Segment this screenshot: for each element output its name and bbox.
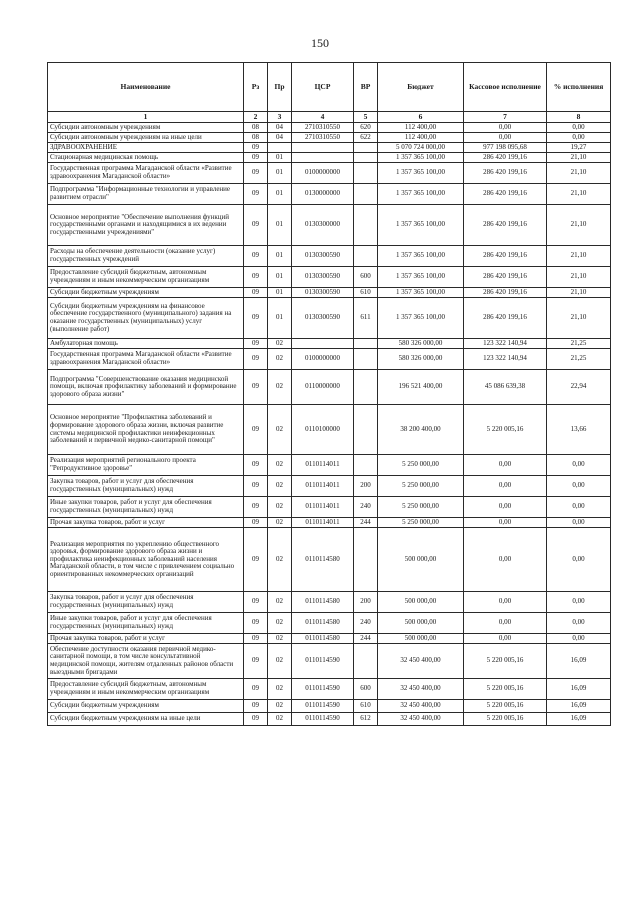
row-pct: 0,00: [547, 634, 611, 644]
row-rz: 09: [244, 592, 268, 613]
row-pct: 13,66: [547, 405, 611, 455]
column-number: 5: [354, 112, 378, 123]
row-csr: 0130300590: [292, 246, 354, 267]
row-pr: 01: [268, 184, 292, 205]
table-row: [48, 644, 611, 679]
row-pr: [268, 143, 292, 153]
row-pct: 0,00: [547, 455, 611, 476]
table-row: [48, 405, 611, 455]
row-vr: [354, 644, 378, 679]
table-header-row: [48, 63, 611, 112]
row-rz: 09: [244, 143, 268, 153]
table-row: [48, 133, 611, 143]
row-name: Субсидии бюджетным учреждениям: [48, 700, 244, 713]
table-row: [48, 339, 611, 349]
row-pr: 01: [268, 288, 292, 298]
row-pr: 01: [268, 153, 292, 163]
row-pr: 01: [268, 205, 292, 246]
row-pr: 02: [268, 405, 292, 455]
row-vr: 611: [354, 298, 378, 339]
row-pr: 02: [268, 370, 292, 405]
row-cash: 0,00: [464, 613, 547, 634]
row-vr: 200: [354, 592, 378, 613]
row-csr: 0100000000: [292, 349, 354, 370]
table-row: [48, 476, 611, 497]
row-vr: [354, 339, 378, 349]
table-row: [48, 143, 611, 153]
row-vr: 612: [354, 713, 378, 726]
row-rz: 09: [244, 613, 268, 634]
row-rz: 09: [244, 518, 268, 528]
row-csr: 0130300590: [292, 288, 354, 298]
row-csr: 0110000000: [292, 370, 354, 405]
row-name: Субсидии бюджетным учреждениям на иные цели: [48, 713, 244, 726]
row-pr: 02: [268, 339, 292, 349]
table-row: [48, 528, 611, 592]
table-row: [48, 592, 611, 613]
row-name: Основное мероприятие "Обеспечение выполнения функций государственными органами и находящимися в их ведении государственными учреждениями": [48, 205, 244, 246]
row-csr: 0110114590: [292, 644, 354, 679]
row-vr: [354, 143, 378, 153]
table-row: [48, 246, 611, 267]
row-cash: 5 220 005,16: [464, 700, 547, 713]
row-budget: 500 000,00: [378, 528, 464, 592]
row-name: Подпрограмма "Совершенствование оказания медицинской помощи, включая профилактику заболеваний и формирование здорового образа жизни": [48, 370, 244, 405]
row-cash: 286 420 199,16: [464, 163, 547, 184]
row-vr: [354, 528, 378, 592]
row-pct: 0,00: [547, 476, 611, 497]
header-csr: ЦСР: [292, 63, 354, 112]
row-budget: 112 400,00: [378, 133, 464, 143]
header-budget: Бюджет: [378, 63, 464, 112]
row-csr: 0110114590: [292, 700, 354, 713]
column-number: 3: [268, 112, 292, 123]
table-body: [48, 123, 611, 726]
row-name: Реализация мероприятий регионального проекта "Репродуктивное здоровье": [48, 455, 244, 476]
row-budget: 5 250 000,00: [378, 455, 464, 476]
row-csr: 0110114580: [292, 528, 354, 592]
table-row: [48, 613, 611, 634]
row-csr: [292, 339, 354, 349]
row-csr: [292, 153, 354, 163]
row-vr: 610: [354, 288, 378, 298]
row-pr: 04: [268, 133, 292, 143]
row-budget: 5 070 724 000,00: [378, 143, 464, 153]
row-budget: 32 450 400,00: [378, 644, 464, 679]
row-pct: 16,09: [547, 700, 611, 713]
table-row: [48, 349, 611, 370]
row-vr: 600: [354, 679, 378, 700]
row-rz: 09: [244, 370, 268, 405]
table-row: [48, 123, 611, 133]
row-cash: 286 420 199,16: [464, 288, 547, 298]
row-pct: 21,10: [547, 298, 611, 339]
row-vr: 244: [354, 518, 378, 528]
row-name: Иные закупки товаров, работ и услуг для обеспечения государственных (муниципальных) нужд: [48, 497, 244, 518]
row-vr: [354, 349, 378, 370]
row-rz: 09: [244, 476, 268, 497]
row-cash: 0,00: [464, 476, 547, 497]
row-csr: 0110114590: [292, 679, 354, 700]
row-name: Предоставление субсидий бюджетным, автономным учреждениям и иным некоммерческим организациям: [48, 679, 244, 700]
row-vr: 610: [354, 700, 378, 713]
row-pr: 02: [268, 455, 292, 476]
row-vr: 200: [354, 476, 378, 497]
row-rz: 09: [244, 349, 268, 370]
row-rz: 09: [244, 644, 268, 679]
row-csr: 2710310550: [292, 123, 354, 133]
row-budget: 580 326 000,00: [378, 339, 464, 349]
column-number: 7: [464, 112, 547, 123]
row-pct: 21,10: [547, 246, 611, 267]
table-row: [48, 184, 611, 205]
row-pct: 21,10: [547, 267, 611, 288]
table-row: [48, 370, 611, 405]
row-cash: 5 220 005,16: [464, 405, 547, 455]
row-csr: 0110114580: [292, 634, 354, 644]
row-budget: 5 250 000,00: [378, 497, 464, 518]
row-cash: 0,00: [464, 634, 547, 644]
row-name: Субсидии бюджетным учреждениям на финансовое обеспечение государственного (муниципального) задания на оказание государственных (муниципальных) услуг (выполнение работ): [48, 298, 244, 339]
row-csr: 0130300590: [292, 267, 354, 288]
row-pct: 0,00: [547, 592, 611, 613]
row-cash: 5 220 005,16: [464, 679, 547, 700]
row-rz: 09: [244, 713, 268, 726]
row-csr: 0110114011: [292, 455, 354, 476]
row-csr: [292, 143, 354, 153]
table-row: [48, 205, 611, 246]
row-rz: 09: [244, 497, 268, 518]
table-row: [48, 700, 611, 713]
row-pct: 21,25: [547, 339, 611, 349]
row-rz: 09: [244, 405, 268, 455]
row-vr: [354, 455, 378, 476]
row-name: Подпрограмма "Информационные технологии и управление развитием отрасли": [48, 184, 244, 205]
header-name: Наименование: [48, 63, 244, 112]
row-csr: 0130300590: [292, 298, 354, 339]
row-name: Обеспечение доступности оказания первичной медико-санитарной помощи, в том числе консультативной медицинской помощи, жителям отдаленных районов области выездными бригадами: [48, 644, 244, 679]
row-pr: 02: [268, 700, 292, 713]
column-number: 1: [48, 112, 244, 123]
row-pct: 0,00: [547, 497, 611, 518]
table-row: [48, 163, 611, 184]
column-number: 4: [292, 112, 354, 123]
row-name: Реализация мероприятия по укреплению общественного здоровья, формирование здорового образа жизни и профилактика неинфекционных заболеваний населения Магаданской области, в том числе с привлечением социально ориентированных некоммерческих организаций: [48, 528, 244, 592]
row-cash: 5 220 005,16: [464, 644, 547, 679]
table-row: [48, 153, 611, 163]
row-cash: 0,00: [464, 455, 547, 476]
row-vr: [354, 205, 378, 246]
header-pct: % исполнения: [547, 63, 611, 112]
row-rz: 09: [244, 163, 268, 184]
row-pct: 21,25: [547, 349, 611, 370]
row-name: Расходы на обеспечение деятельности (оказание услуг) государственных учреждений: [48, 246, 244, 267]
row-pr: 02: [268, 518, 292, 528]
row-rz: 09: [244, 634, 268, 644]
row-csr: 0110100000: [292, 405, 354, 455]
row-name: Закупка товаров, работ и услуг для обеспечения государственных (муниципальных) нужд: [48, 592, 244, 613]
row-cash: 286 420 199,16: [464, 298, 547, 339]
row-name: Стационарная медицинская помощь: [48, 153, 244, 163]
row-csr: 0110114580: [292, 613, 354, 634]
row-cash: 0,00: [464, 497, 547, 518]
row-pct: 21,10: [547, 205, 611, 246]
column-number-row: [48, 112, 611, 123]
row-csr: 0110114011: [292, 497, 354, 518]
row-cash: 286 420 199,16: [464, 205, 547, 246]
row-budget: 1 357 365 100,00: [378, 267, 464, 288]
row-cash: 123 322 140,94: [464, 349, 547, 370]
header-cash: Кассовое исполнение: [464, 63, 547, 112]
row-pr: 01: [268, 267, 292, 288]
row-pct: 22,94: [547, 370, 611, 405]
row-vr: [354, 184, 378, 205]
row-pr: 01: [268, 246, 292, 267]
table-row: [48, 298, 611, 339]
row-name: Прочая закупка товаров, работ и услуг: [48, 518, 244, 528]
row-budget: 1 357 365 100,00: [378, 184, 464, 205]
row-pr: 02: [268, 613, 292, 634]
row-budget: 196 521 400,00: [378, 370, 464, 405]
row-pr: 02: [268, 713, 292, 726]
table-row: [48, 288, 611, 298]
row-vr: 240: [354, 613, 378, 634]
row-csr: 0130000000: [292, 184, 354, 205]
row-rz: 09: [244, 455, 268, 476]
column-number: 6: [378, 112, 464, 123]
row-csr: 0110114590: [292, 713, 354, 726]
table-row: [48, 713, 611, 726]
row-vr: [354, 163, 378, 184]
row-vr: [354, 246, 378, 267]
row-csr: 0110114011: [292, 476, 354, 497]
row-name: Государственная программа Магаданской области «Развитие здравоохранения Магаданской области»: [48, 163, 244, 184]
row-rz: 09: [244, 339, 268, 349]
row-name: Субсидии бюджетным учреждениям: [48, 288, 244, 298]
row-vr: [354, 153, 378, 163]
row-name: ЗДРАВООХРАНЕНИЕ: [48, 143, 244, 153]
row-name: Предоставление субсидий бюджетным, автономным учреждениям и иным некоммерческим организациям: [48, 267, 244, 288]
row-budget: 500 000,00: [378, 613, 464, 634]
row-pct: 0,00: [547, 528, 611, 592]
row-cash: 5 220 005,16: [464, 713, 547, 726]
row-csr: 0100000000: [292, 163, 354, 184]
table-row: [48, 679, 611, 700]
row-cash: 0,00: [464, 518, 547, 528]
header-pr: Пр: [268, 63, 292, 112]
row-rz: 09: [244, 288, 268, 298]
row-rz: 09: [244, 184, 268, 205]
row-budget: 580 326 000,00: [378, 349, 464, 370]
row-budget: 1 357 365 100,00: [378, 246, 464, 267]
row-pct: 21,10: [547, 153, 611, 163]
row-budget: 1 357 365 100,00: [378, 298, 464, 339]
row-cash: 123 322 140,94: [464, 339, 547, 349]
row-pr: 02: [268, 476, 292, 497]
header-rz: Рз: [244, 63, 268, 112]
row-vr: 622: [354, 133, 378, 143]
row-pr: 02: [268, 592, 292, 613]
row-pct: 21,10: [547, 163, 611, 184]
row-pr: 02: [268, 644, 292, 679]
row-pct: 0,00: [547, 613, 611, 634]
row-vr: 244: [354, 634, 378, 644]
row-budget: 500 000,00: [378, 634, 464, 644]
row-pct: 21,10: [547, 288, 611, 298]
row-budget: 1 357 365 100,00: [378, 163, 464, 184]
row-pct: 0,00: [547, 133, 611, 143]
row-pr: 01: [268, 298, 292, 339]
row-rz: 08: [244, 123, 268, 133]
row-budget: 5 250 000,00: [378, 476, 464, 497]
row-rz: 09: [244, 205, 268, 246]
table-row: [48, 634, 611, 644]
page-number: 150: [311, 36, 329, 50]
row-name: Прочая закупка товаров, работ и услуг: [48, 634, 244, 644]
row-rz: 09: [244, 246, 268, 267]
table-row: [48, 455, 611, 476]
row-rz: 09: [244, 700, 268, 713]
row-name: Закупка товаров, работ и услуг для обеспечения государственных (муниципальных) нужд: [48, 476, 244, 497]
header-vr: ВР: [354, 63, 378, 112]
row-csr: 0110114011: [292, 518, 354, 528]
row-pct: 16,09: [547, 644, 611, 679]
row-pct: 16,09: [547, 679, 611, 700]
row-pct: 16,09: [547, 713, 611, 726]
row-pr: 02: [268, 679, 292, 700]
row-budget: 32 450 400,00: [378, 679, 464, 700]
row-cash: 977 198 095,68: [464, 143, 547, 153]
row-cash: 45 086 639,38: [464, 370, 547, 405]
row-vr: [354, 370, 378, 405]
row-budget: 112 400,00: [378, 123, 464, 133]
column-number: 2: [244, 112, 268, 123]
row-budget: 1 357 365 100,00: [378, 205, 464, 246]
row-csr: 0130300000: [292, 205, 354, 246]
row-pr: 02: [268, 349, 292, 370]
row-csr: 2710310550: [292, 133, 354, 143]
row-rz: 09: [244, 153, 268, 163]
row-csr: 0110114580: [292, 592, 354, 613]
row-pr: 02: [268, 634, 292, 644]
row-pr: 02: [268, 497, 292, 518]
row-budget: 1 357 365 100,00: [378, 153, 464, 163]
row-cash: 286 420 199,16: [464, 267, 547, 288]
row-pr: 01: [268, 163, 292, 184]
row-cash: 0,00: [464, 133, 547, 143]
row-budget: 32 450 400,00: [378, 700, 464, 713]
row-name: Государственная программа Магаданской области «Развитие здравоохранения Магаданской области»: [48, 349, 244, 370]
row-name: Основное мероприятие "Профилактика заболеваний и формирование здорового образа жизни, включая развитие системы медицинской профилактики неинфекционных заболеваний и первичной медико-санитарной помощи": [48, 405, 244, 455]
row-name: Субсидии автономным учреждениям: [48, 123, 244, 133]
row-pr: 04: [268, 123, 292, 133]
row-vr: 240: [354, 497, 378, 518]
row-cash: 286 420 199,16: [464, 153, 547, 163]
row-pct: 21,10: [547, 184, 611, 205]
row-pr: 02: [268, 528, 292, 592]
row-rz: 09: [244, 298, 268, 339]
row-rz: 08: [244, 133, 268, 143]
row-cash: 0,00: [464, 592, 547, 613]
row-name: Амбулаторная помощь: [48, 339, 244, 349]
row-rz: 09: [244, 267, 268, 288]
row-budget: 32 450 400,00: [378, 713, 464, 726]
row-rz: 09: [244, 528, 268, 592]
row-name: Субсидии автономным учреждениям на иные цели: [48, 133, 244, 143]
row-vr: 600: [354, 267, 378, 288]
row-budget: 1 357 365 100,00: [378, 288, 464, 298]
row-vr: [354, 405, 378, 455]
column-number: 8: [547, 112, 611, 123]
budget-execution-table: [47, 62, 611, 726]
table-row: [48, 497, 611, 518]
row-rz: 09: [244, 679, 268, 700]
row-pct: 0,00: [547, 123, 611, 133]
row-cash: 286 420 199,16: [464, 246, 547, 267]
row-budget: 5 250 000,00: [378, 518, 464, 528]
row-cash: 286 420 199,16: [464, 184, 547, 205]
row-name: Иные закупки товаров, работ и услуг для обеспечения государственных (муниципальных) нужд: [48, 613, 244, 634]
row-cash: 0,00: [464, 123, 547, 133]
row-budget: 500 000,00: [378, 592, 464, 613]
row-pct: 19,27: [547, 143, 611, 153]
row-budget: 38 200 400,00: [378, 405, 464, 455]
table-row: [48, 518, 611, 528]
row-vr: 620: [354, 123, 378, 133]
row-pct: 0,00: [547, 518, 611, 528]
table-row: [48, 267, 611, 288]
row-cash: 0,00: [464, 528, 547, 592]
